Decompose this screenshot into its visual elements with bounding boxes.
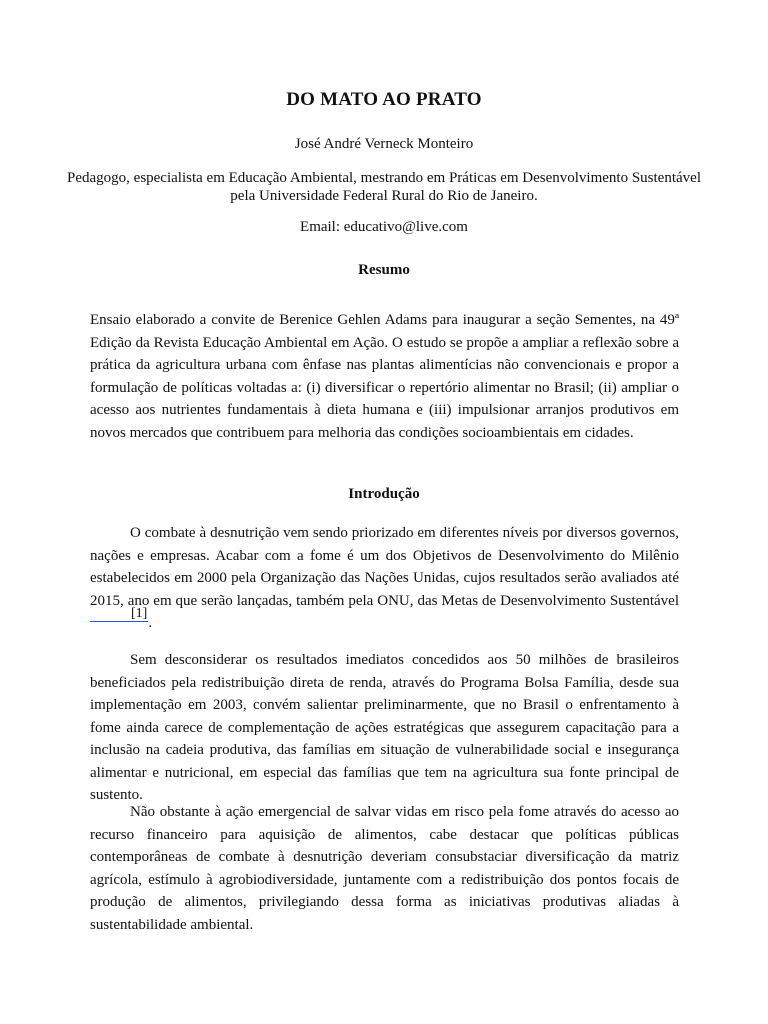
abstract-paragraph: Ensaio elaborado a convite de Berenice Gehlen Adams para inaugurar a seção Sementes, na 49ª Edição da Revista Educação Ambiental em Ação. O estudo se propõe a ampliar a reflexão sobre a prática da agricultura urbana com ênfase nas plantas alimentícias não convencionais e propor a formulação de políticas voltadas a: (i) diversificar o repertório alimentar no Brasil; (ii) ampliar o acesso aos nutrientes fundamentais à dieta humana e (iii) impulsionar arranjos produtivos em novos mercados que contribuem para melhoria das condições socioambientais em cidades. (90, 312, 679, 441)
intro-paragraph-2: Sem desconsiderar os resultados imediatos concedidos aos 50 milhões de brasileiros beneficiados pela redistribuição direta de renda, através do Programa Bolsa Família, desde sua implementação em 2003, convém salientar preliminarmente, que no Brasil o enfrentamento à fome ainda carece de complementação de ações estratégicas que assegurem capacitação para a inclusão na cadeia produtiva, das famílias em situação de vulnerabilidade social e insegurança alimentar e nutricional, em especial das famílias que tem na agricultura sua fonte principal de sustento. (90, 652, 679, 803)
abstract-heading: Resumo (358, 262, 410, 278)
intro-paragraph-3: Não obstante à ação emergencial de salvar vidas em risco pela fome através do acesso ao recurso financeiro para aquisição de alimentos, cabe destacar que políticas públicas contemporâneas de combate à desnutrição deveriam consubstaciar diversificação da matriz agrícola, estímulo à agrobiodiversidade, juntamente com a redistribuição dos pontos focais de produção de alimentos, privilegiando dessa forma as iniciativas produtivas aliadas à sustentabilidade ambiental. (90, 804, 679, 933)
intro-paragraph-1-end: . (148, 615, 153, 631)
author-affiliation: Pedagogo, especialista em Educação Ambiental, mestrando em Práticas em Desenvolvimento Sustentável pela Universidade Federal Rural do Rio de Janeiro. (67, 170, 701, 204)
introduction-heading: Introdução (348, 486, 420, 502)
intro-paragraph-1-text: O combate à desnutrição vem sendo priorizado em diferentes níveis por diversos governos, nações e empresas. Acabar com a fome é um dos Objetivos de Desenvolvimento do Milênio estabelecidos em 2000 pela Organização das Nações Unidas, cujos resultados serão avaliados até 2015, ano em que serão lançadas, também pela ONU, das Metas de Desenvolvimento Sustentável (90, 525, 679, 609)
author-email: Email: educativo@live.com (300, 219, 468, 235)
document-title: DO MATO AO PRATO (286, 89, 482, 110)
author-name: José André Verneck Monteiro (294, 136, 474, 152)
footnote-link[interactable]: [1] (90, 607, 148, 622)
intro-paragraph-1 (90, 522, 679, 635)
